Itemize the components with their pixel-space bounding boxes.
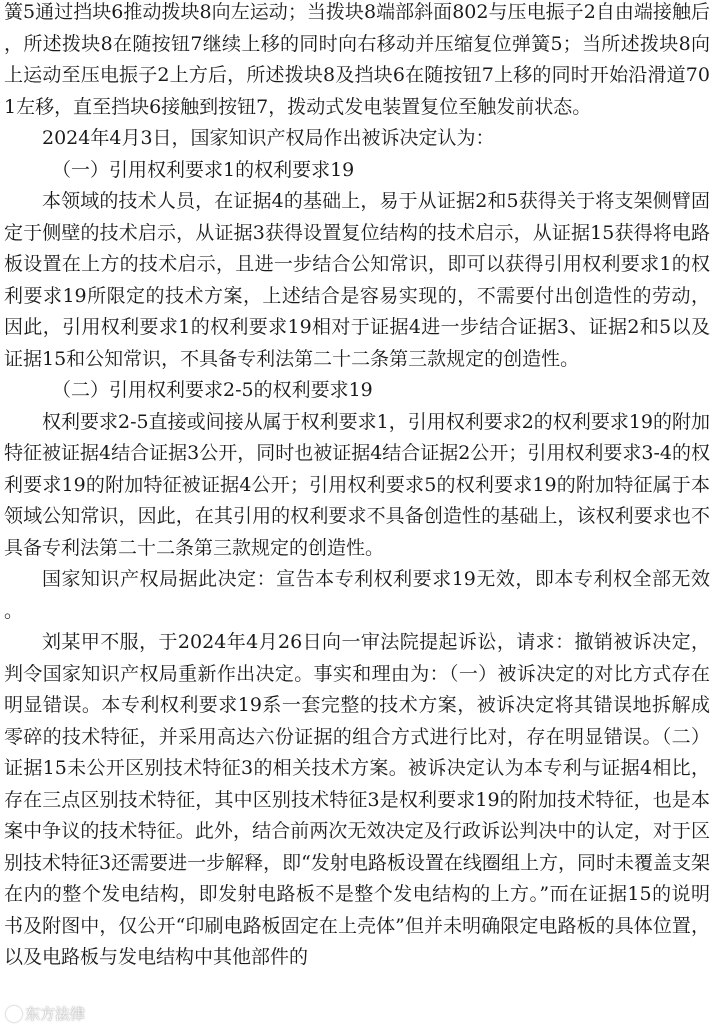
watermark-logo-icon xyxy=(6,1006,22,1022)
paragraph-continued: 簧5通过挡块6推动拨块8向左运动；当拨块8端部斜面802与压电振子2自由端接触后，所述拨块8在随按钮7继续上移的同时向右移动并压缩复位弹簧5；当所述拨块8向上运动至压电振子2上方后，所述拨块8及挡块6在随按钮7上移的同时开始沿滑道701左移，直至挡块6接触到按钮7，拨动式发电装置复位至触发前状态。 xyxy=(4,1,710,118)
section-heading-claims-2-5: （二）引用权利要求2-5的权利要求19 xyxy=(52,379,373,401)
watermark-text: 东方法律 xyxy=(25,1004,86,1023)
paragraph-claim-1-reasoning: 本领域的技术人员，在证据4的基础上，易于从证据2和5获得关于将支架侧臂固定于侧壁的技术启示，从证据3获得设置复位结构的技术启示，从证据15获得将电路板设置在上方的技术启示，且进一步结合公知常识，即可以获得引用权利要求1的权利要求19所限定的技术方案，上述结合是容易实现的，不需要付出创造性的劳动，因此，引用权利要求1的权利要求19相对于证据4进一步结合证据3、证据2和5以及证据15和公知常识，不具备专利法第二十二条第三款规定的创造性。 xyxy=(4,190,710,370)
paragraph-appeal: 刘某甲不服，于2024年4月26日向一审法院提起诉讼，请求：撤销被诉决定，判令国家知识产权局重新作出决定。事实和理由为：（一）被诉决定的对比方式存在明显错误。本专利权利要求19系一套完整的技术方案，被诉决定将其错误地拆解成零碎的技术特征，并采用高达六份证据的组合方式进行比对，存在明显错误。（二）证据15未公开区别技术特征3的相关技术方案。被诉决定认为本专利与证据4相比，存在三点区别技术特征，其中区别技术特征3是权利要求19的附加技术特征，也是本案中争议的技术特征。此外，结合前两次无效决定及行政诉讼判决中的认定，对于区别技术特征3还需要进一步解释，即“发射电路板设置在线圈组上方，同时未覆盖支架在内的整个发电结构，即发射电路板不是整个发电结构的上方。”而在证据15的说明书及附图中，仅公开“印刷电路板固定在上壳体”但并未明确限定电路板的具体位置，以及电路板与发电结构中其他部件的 xyxy=(4,631,710,968)
paragraph-claims-2-5-reasoning: 权利要求2-5直接或间接从属于权利要求1，引用权利要求2的权利要求19的附加特征被证据4结合证据3公开，同时也被证据4结合证据2公开；引用权利要求3-4的权利要求19的附加特征被证据4公开；引用权利要求5的权利要求19的附加特征属于本领域公知常识，因此，在其引用的权利要求不具备创造性的基础上，该权利要求也不具备专利法第二十二条第三款规定的创造性。 xyxy=(4,410,710,559)
paragraph-decision-date: 2024年4月3日，国家知识产权局作出被诉决定认为： xyxy=(42,127,495,149)
paragraph-decision: 国家知识产权局据此决定：宣告本专利权利要求19无效，即本专利权全部无效。 xyxy=(4,568,710,622)
section-heading-claim-1: （一）引用权利要求1的权利要求19 xyxy=(52,158,355,181)
watermark xyxy=(6,999,85,1031)
